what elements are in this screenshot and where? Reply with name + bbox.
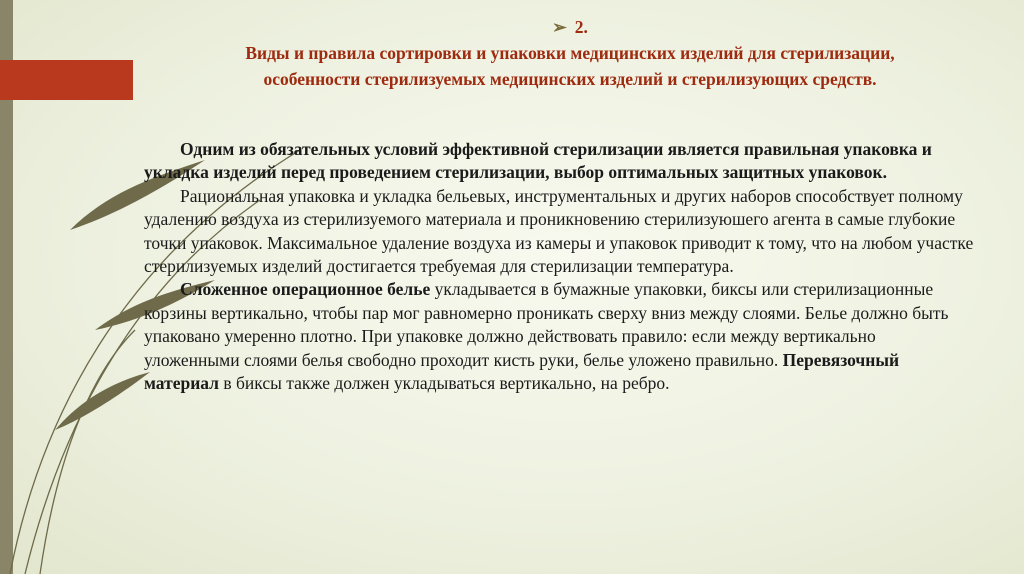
- section-number: 2.: [574, 17, 588, 37]
- paragraph-3-bold-start: Сложенное операционное белье: [180, 279, 431, 300]
- paragraph-3-bold-end: Перевязочный материал: [144, 349, 900, 394]
- accent-bar: [0, 60, 133, 100]
- title-line-1: Виды и правила сортировки и упаковки медицинских изделий для стерилизации,: [245, 43, 895, 63]
- paragraph-1-bold: Одним из обязательных условий эффективной стерилизации является правильная упаковка и укладка изделий перед проведением стерилизации, выбор оптимальных защитных упаковок.: [144, 139, 932, 183]
- slide-body: [144, 138, 974, 395]
- paragraph-2: Рациональная упаковка и укладка бельевых, инструментальных и других наборов способствует полному удалению воздуха из стерилизуемого материала и проникновению стерилизуюшего агента в самые глубокие точки упаковок. Максимальное удаление воздуха из камеры и упаковок приводит к тому, что на любом участке стерилизуемых изделий достигается требуемая для стерилизации температура.: [144, 185, 974, 277]
- paragraph-3: [144, 278, 974, 395]
- paragraph-3-text: укладывается в бумажные упаковки, биксы или стерилизационные корзины вертикально, чтобы пар мог равномерно проникать сверху вниз между слоями. Белье должно быть упаковано умеренно плотно. При упаковке должно действовать правило: если между вертикально уложенными слоями белья свободно проходит кисть руки, белье уложено правильно.: [144, 279, 949, 370]
- title-line-2: особенности стерилизуемых медицинских изделий и стерилизующих средств.: [263, 69, 877, 89]
- section-number-line: [140, 14, 1000, 40]
- paragraph-1: [144, 138, 974, 185]
- paragraph-3-tail: в биксы также должен укладываться вертикально, на ребро.: [219, 373, 670, 394]
- arrow-bullet-icon: ➢: [552, 17, 567, 37]
- slide-header: [140, 14, 1000, 92]
